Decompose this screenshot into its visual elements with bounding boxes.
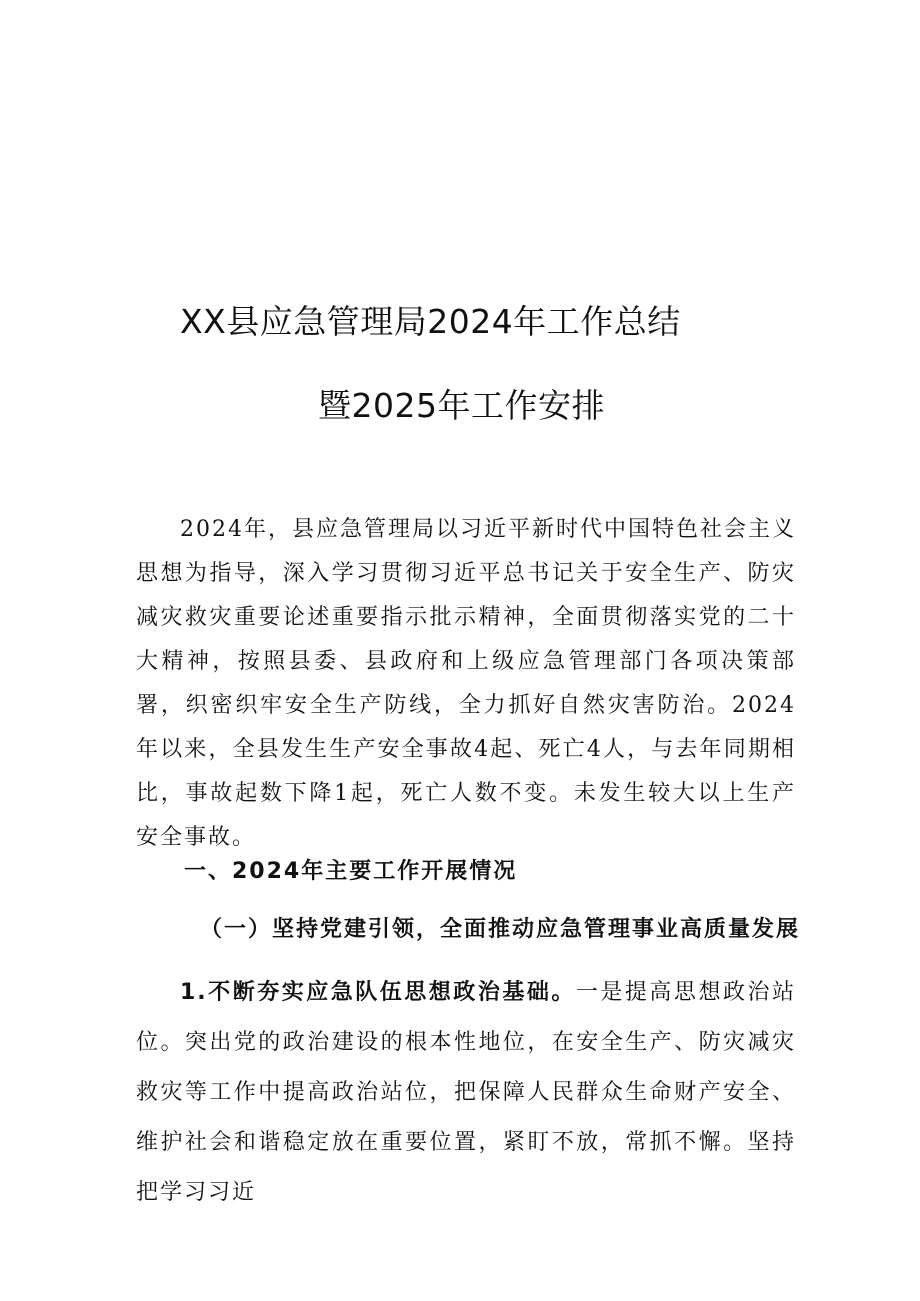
item-1-section bbox=[136, 968, 796, 1218]
subsection-1-heading: （一）坚持党建引领，全面推动应急管理事业高质量发展 bbox=[200, 917, 801, 942]
intro-paragraph: 2024年，县应急管理局以习近平新时代中国特色社会主义思想为指导，深入学习贯彻习近平总书记关于安全生产、防灾减灾救灾重要论述重要指示批示精神，全面贯彻落实党的二十大精神，按照县委、县政府和上级应急管理部门各项决策部署，织密织牢安全生产防线，全力抓好自然灾害防治。2024年以来，全县发生生产安全事故4起、死亡4人，与去年同期相比，事故起数下降1起，死亡人数不变。未发生较大以上生产安全事故。 bbox=[136, 517, 796, 850]
item-1-text: 一是提高思想政治站位。突出党的政治建设的根本性地位，在安全生产、防灾减灾救灾等工作中提高政治站位，把保障人民群众生命财产安全、维护社会和谐稳定放在重要位置，紧盯不放，常抓不懈。坚持把学习习近 bbox=[136, 980, 796, 1205]
item-1-lead: 1.不断夯实应急队伍思想政治基础。 bbox=[180, 980, 576, 1005]
document-title-line-2: 暨2025年工作安排 bbox=[318, 386, 605, 425]
document-title-line-1: XX县应急管理局2024年工作总结 bbox=[180, 302, 681, 341]
intro-section bbox=[136, 508, 796, 860]
item-1-paragraph bbox=[136, 968, 796, 1218]
section-1-heading: 一、2024年主要工作开展情况 bbox=[184, 859, 518, 884]
